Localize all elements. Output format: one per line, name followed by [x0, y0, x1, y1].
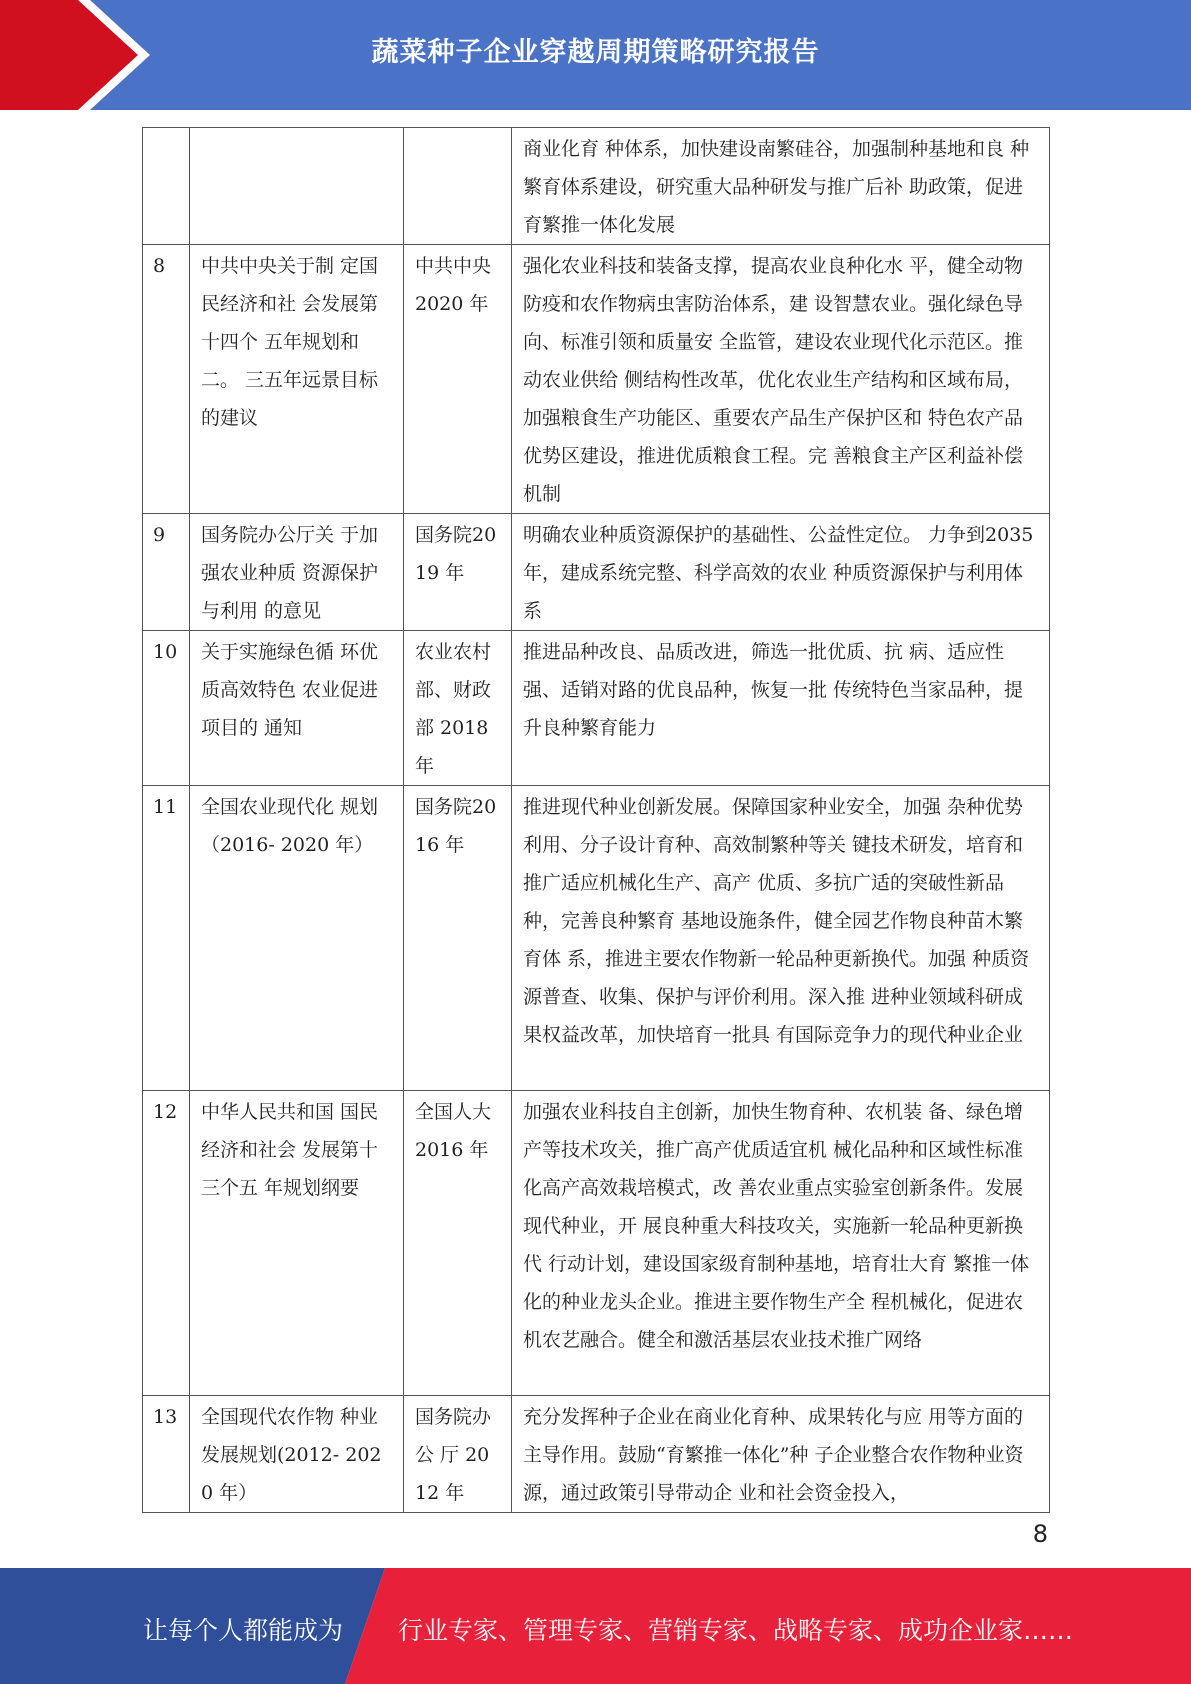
row-number — [143, 128, 190, 245]
policy-name: 国务院办公厅关 于加强农业种质 资源保护与利用 的意见 — [190, 514, 404, 631]
policy-content: 推进品种改良、品质改进，筛选一批优质、抗 病、适应性强、适销对路的优良品种，恢复一批 传统特色当家品种，提升良种繁育能力 — [512, 631, 1050, 786]
row-number: 8 — [143, 245, 190, 514]
row-number: 11 — [143, 786, 190, 1091]
policy-issuer — [404, 128, 512, 245]
footer-banner — [0, 1568, 1191, 1684]
policy-content: 强化农业科技和装备支撑，提高农业良种化水 平，健全动物防疫和农作物病虫害防治体系，建 设智慧农业。强化绿色导向、标准引领和质量安 全监管，建设农业现代化示范区。推动农业供给 侧结构性改革，优化农业生产结构和区域布局， 加强粮食生产功能区、重要农产品生产保护区和 特色农产品优势区建设，推进优质粮食工程。完 善粮食主产区利益补偿机制 — [512, 245, 1050, 514]
policy-issuer: 国务院办公 厅 2012 年 — [404, 1396, 512, 1513]
policy-table — [142, 127, 1050, 1513]
footer-slogan-right: 行业专家、管理专家、营销专家、战略专家、成功企业家…… — [398, 1616, 1074, 1645]
table-row — [143, 1091, 1050, 1396]
table-row — [143, 786, 1050, 1091]
footer-slogan-left: 让每个人都能成为 — [143, 1616, 344, 1645]
policy-issuer: 全国人大2016 年 — [404, 1091, 512, 1396]
policy-issuer: 国务院2019 年 — [404, 514, 512, 631]
table-row — [143, 514, 1050, 631]
report-title: 蔬菜种子企业穿越周期策略研究报告 — [371, 37, 820, 68]
report-header — [0, 0, 1191, 110]
row-number: 10 — [143, 631, 190, 786]
policy-name: 中共中央关于制 定国民经济和社 会发展第十四个 五年规划和二。 三五年远景目标 的建议 — [190, 245, 404, 514]
policy-issuer: 国务院2016 年 — [404, 786, 512, 1091]
row-number: 13 — [143, 1396, 190, 1513]
row-number: 9 — [143, 514, 190, 631]
table-row — [143, 631, 1050, 786]
policy-content: 明确农业种质资源保护的基础性、公益性定位。 力争到2035 年，建成系统完整、科学高效的农业 种质资源保护与利用体系 — [512, 514, 1050, 631]
policy-name — [190, 128, 404, 245]
table-row — [143, 245, 1050, 514]
policy-name: 全国现代农作物 种业发展规划(2012- 2020 年） — [190, 1396, 404, 1513]
policy-issuer: 中共中央2020 年 — [404, 245, 512, 514]
policy-issuer: 农业农村部、财政部 2018 年 — [404, 631, 512, 786]
policy-content: 推进现代种业创新发展。保障国家种业安全，加强 杂种优势利用、分子设计育种、高效制繁种等关 键技术研发，培育和推广适应机械化生产、高产 优质、多抗广适的突破性新品种，完善良种繁育 基地设施条件，健全园艺作物良种苗木繁育体 系，推进主要农作物新一轮品种更新换代。加强 种质资源普查、收集、保护与评价利用。深入推 进种业领域科研成果权益改革，加快培育一批具 有国际竞争力的现代种业企业 — [512, 786, 1050, 1091]
policy-content: 充分发挥种子企业在商业化育种、成果转化与应 用等方面的主导作用。鼓励“育繁推一体化”种 子企业整合农作物种业资源，通过政策引导带动企 业和社会资金投入， — [512, 1396, 1050, 1513]
policy-name: 关于实施绿色循 环优质高效特色 农业促进项目的 通知 — [190, 631, 404, 786]
policy-content: 商业化育 种体系，加快建设南繁硅谷，加强制种基地和良 种繁育体系建设，研究重大品种研发与推广后补 助政策，促进育繁推一体化发展 — [512, 128, 1050, 245]
row-number: 12 — [143, 1091, 190, 1396]
policy-name: 全国农业现代化 规划（2016- 2020 年） — [190, 786, 404, 1091]
policy-name: 中华人民共和国 国民经济和社会 发展第十三个五 年规划纲要 — [190, 1091, 404, 1396]
page-number: 8 — [1032, 1520, 1048, 1548]
table-row — [143, 1396, 1050, 1513]
table-row — [143, 128, 1050, 245]
policy-content: 加强农业科技自主创新，加快生物育种、农机装 备、绿色增产等技术攻关，推广高产优质适宜机 械化品种和区域性标准化高产高效栽培模式，改 善农业重点实验室创新条件。发展现代种业，开 展良种重大科技攻关，实施新一轮品种更新换代 行动计划，建设国家级育制种基地，培育壮大育 繁推一体化的种业龙头企业。推进主要作物生产全 程机械化，促进农机农艺融合。健全和激活基层农业技术推广网络 — [512, 1091, 1050, 1396]
